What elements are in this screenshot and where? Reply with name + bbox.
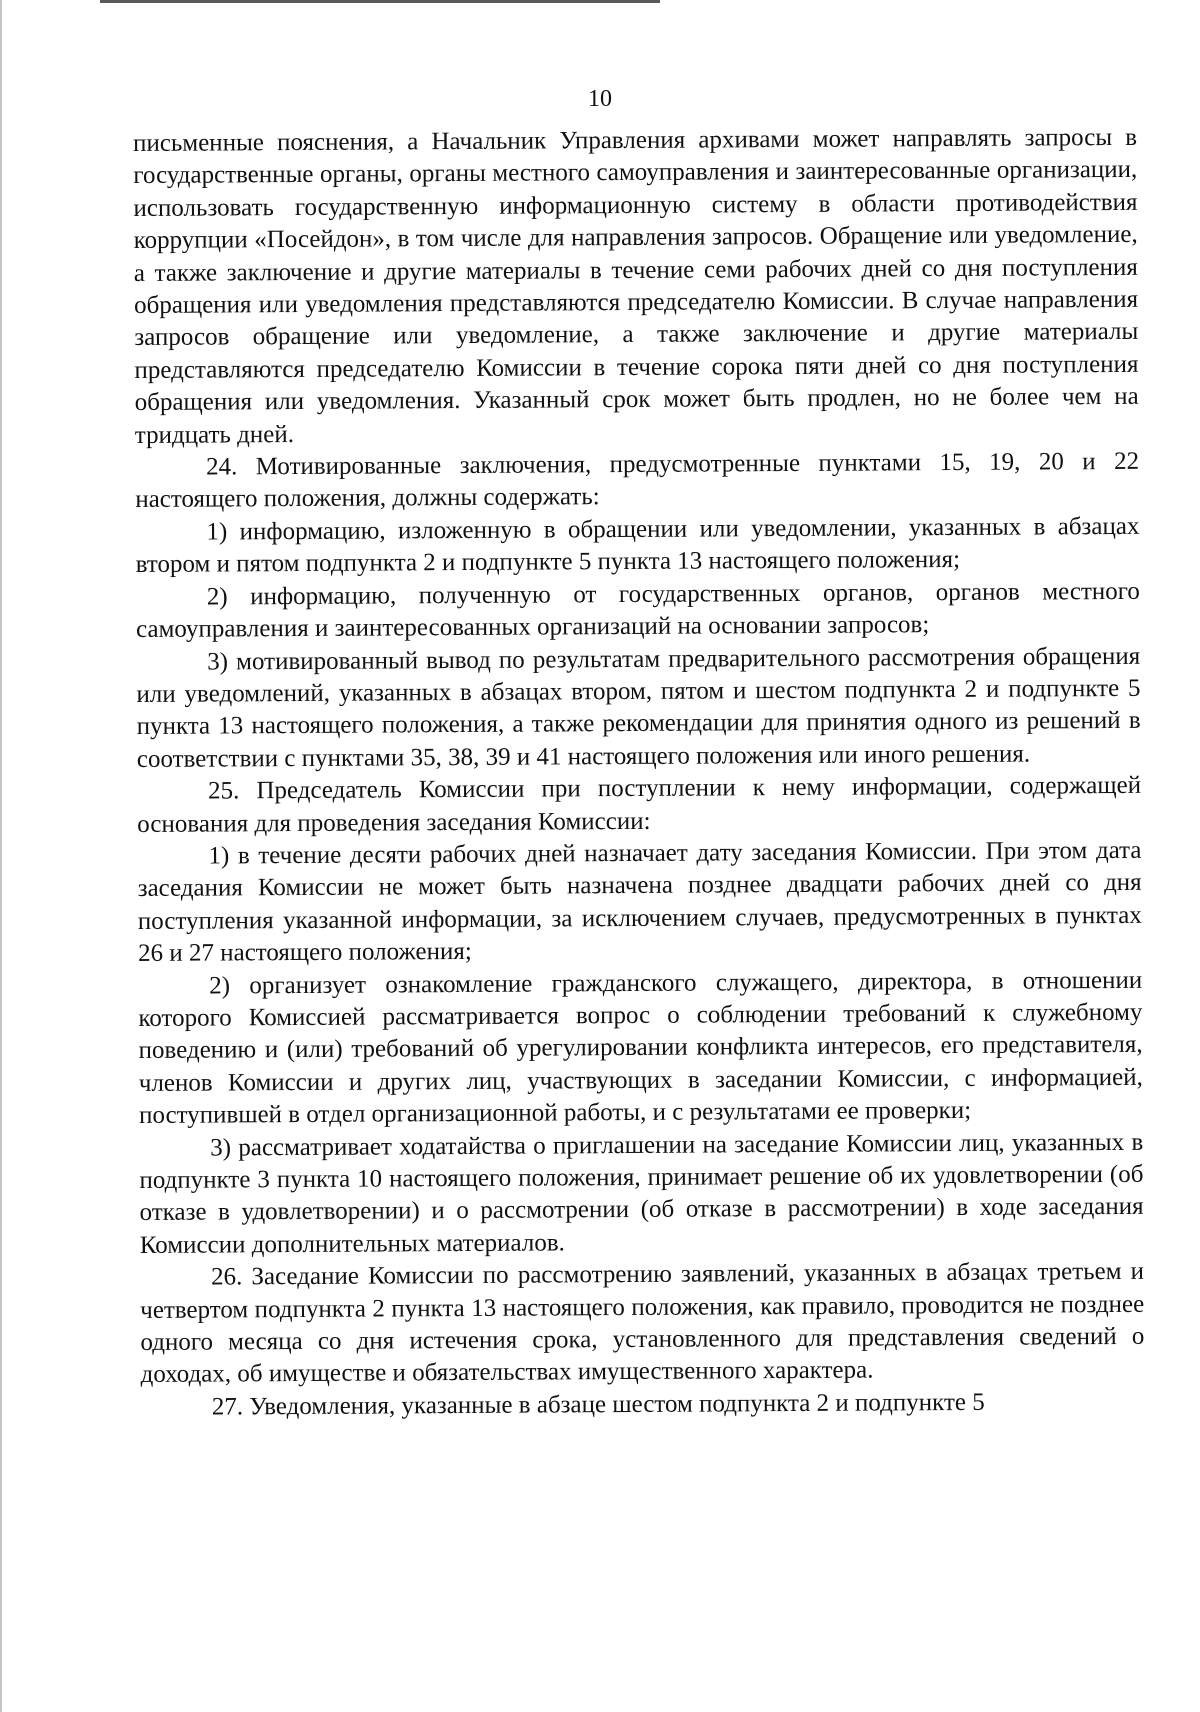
page-number: 10: [588, 86, 612, 112]
scan-edge-top: [100, 0, 660, 3]
paragraph-item-25: 25. Председатель Комиссии при поступлении к нему информации, содержащей основания для проведения заседания Комиссии:: [137, 771, 1142, 838]
paragraph-item-27: 27. Уведомления, указанные в абзаце шестом подпункта 2 и подпункте 5: [211, 1388, 985, 1421]
paragraph-item-25-1: 1) в течение десяти рабочих дней назначает дату заседания Комиссии. При этом дата заседания Комиссии не может быть назначена позднее двадцати рабочих дней со дня поступления указанной информации, за исключением случаев, предусмотренных в пунктах 26 и 27 настоящего положения;: [137, 836, 1142, 968]
paragraph-item-24: 24. Мотивированные заключения, предусмотренные пунктами 15, 19, 20 и 22 настоящего положения, должны содержать:: [135, 447, 1140, 514]
paragraph-item-25-2: 2) организует ознакомление гражданского служащего, директора, в отношении которого Комиссией рассматривается вопрос о соблюдении требований к служебному поведению и (или) требований об урегулировании конфликта интересов, его представителя, членов Комиссии и других лиц, участвующих в заседании Комиссии, с информацией, поступившей в отдел организационной работы, и с результатами ее проверки;: [138, 966, 1143, 1130]
paragraph-continuation: письменные пояснения, а Начальник Управления архивами может направлять запросы в государственные органы, органы местного самоуправления и заинтересованные организации, использовать государственную информационную систему в области противодействия коррупции «Посейдон», в том числе для направления запросов. Обращение или уведомление, а также заключение и другие материалы в течение семи рабочих дней со дня поступления обращения или уведомления представляются председателю Комиссии. В случае направления запросов обращение или уведомление, а также заключение и другие материалы представляются председателю Комиссии в течение сорока пяти дней со дня поступления обращения или уведомления. Указанный срок может быть продлен, но не более чем на тридцать дней.: [133, 123, 1139, 449]
paragraph-item-24-3: 3) мотивированный вывод по результатам предварительного рассмотрения обращения или уведомлений, указанных в абзацах втором, пятом и шестом подпункта 2 и подпункте 5 пункта 13 настоящего положения, а также рекомендации для принятия одного из решений в соответствии с пунктами 35, 38, 39 и 41 настоящего положения или иного решения.: [136, 642, 1141, 773]
scan-edge-left: [0, 0, 2, 1712]
paragraph-item-24-1: 1) информацию, изложенную в обращении или уведомлении, указанных в абзацах втором и пятом подпункта 2 и подпункте 5 пункта 13 настоящего положения;: [135, 512, 1140, 579]
paragraph-item-25-3: 3) рассматривает ходатайства о приглашении на заседание Комиссии лиц, указанных в подпункте 3 пункта 10 настоящего положения, принимает решение об их удовлетворении (об отказе в удовлетворении) и о рассмотрении (об отказе в рассмотрении) в ходе заседания Комиссии дополнительных материалов.: [139, 1128, 1144, 1259]
document-body: [133, 122, 1145, 1424]
paragraph-item-26: 26. Заседание Комиссии по рассмотрению заявлений, указанных в абзацах третьем и четвертом подпункта 2 пункта 13 настоящего положения, как правило, проводится не позднее одного месяца со дня истечения срока, установленного для представления сведений о доходах, об имуществе и обязательствах имущественного характера.: [140, 1258, 1145, 1389]
paragraph-item-24-2: 2) информацию, полученную от государственных органов, органов местного самоуправления и заинтересованных организаций на основании запросов;: [135, 577, 1140, 644]
